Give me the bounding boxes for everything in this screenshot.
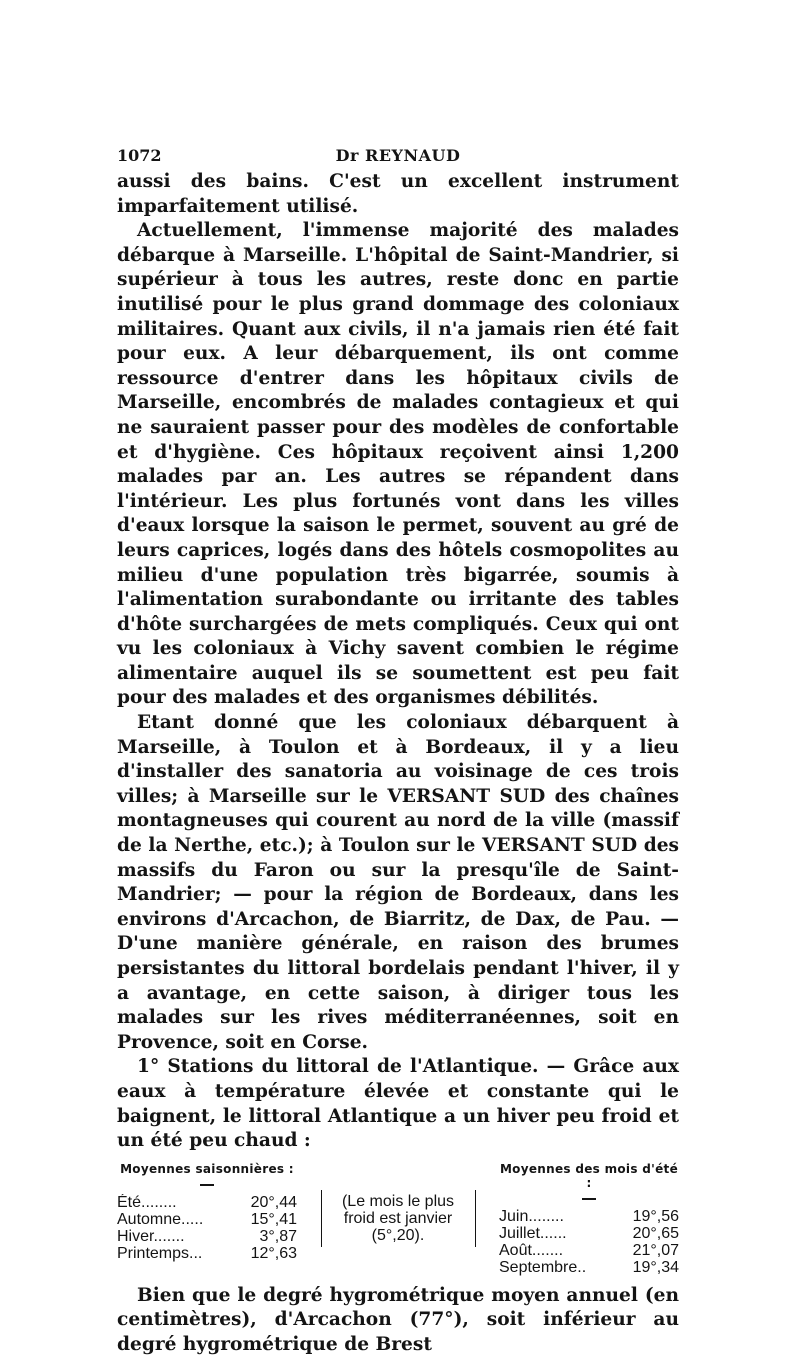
table-row	[499, 1259, 679, 1276]
page-number: 1072	[117, 146, 162, 165]
document-page	[117, 140, 679, 1358]
row-label: Septembre..	[499, 1258, 587, 1276]
row-label: Juin........	[499, 1207, 564, 1225]
row-value: 15°,41	[250, 1210, 297, 1228]
table-row	[117, 1245, 297, 1262]
row-value: 3°,87	[259, 1227, 297, 1245]
summer-table	[499, 1162, 679, 1276]
table-row	[499, 1225, 679, 1242]
table-row	[117, 1194, 297, 1211]
table-row	[499, 1208, 679, 1225]
row-value: 19°,34	[632, 1258, 679, 1276]
row-label: Hiver.......	[117, 1227, 185, 1245]
temperature-tables	[117, 1162, 679, 1276]
row-label: Août.......	[499, 1241, 564, 1259]
row-label: Été........	[117, 1193, 177, 1211]
summer-table-title: Moyennes des mois d'été :	[499, 1161, 679, 1190]
row-value: 20°,44	[250, 1193, 297, 1211]
paragraph-5: Bien que le degré hygrométrique moyen annuel (en centimètres), d'Arcachon (77°), soit inférieur au degré hygrométrique de Brest	[117, 1284, 679, 1355]
seasonal-table	[117, 1162, 297, 1262]
table-row	[117, 1228, 297, 1245]
row-value: 19°,56	[632, 1207, 679, 1225]
coldest-month-note: (Le mois le plus froid est janvier (5°,20).	[321, 1190, 476, 1247]
paragraph-4: 1° Stations du littoral de l'Atlantique. — Grâce aux eaux à température élevée et constante qui le baignent, le littoral Atlantique a un hiver peu froid et un été peu chaud :	[117, 1056, 679, 1152]
row-label: Printemps...	[117, 1244, 203, 1262]
divider	[582, 1198, 596, 1200]
paragraph-2: Actuellement, l'immense majorité des malades débarque à Marseille. L'hôpital de Saint-Mandrier, si supérieur à tous les autres, reste donc en partie inutilisé pour le plus grand dommage des coloniaux militaires. Quant aux civils, il n'a jamais rien été fait pour eux. A leur débarquement, ils ont comme ressource d'entrer dans les hôpitaux civils de Marseille, encombrés de malades contagieux et qui ne sauraient passer pour des modèles de confortable et d'hygiène. Ces hôpitaux reçoivent ainsi 1,200 malades par an. Les autres se répandent dans l'intérieur. Les plus fortunés vont dans les villes d'eaux lorsque la saison le permet, souvent au gré de leurs caprices, logés dans des hôtels cosmopolites au milieu d'une population très bigarrée, soumis à l'alimentation surabondante ou irritante des tables d'hôte surchargées de mets compliqués. Ceux qui ont vu les coloniaux à Vichy savent combien le régime alimentaire auquel ils se soumettent est peu fait pour des malades et des organismes débilités.	[117, 220, 679, 709]
paragraph-1: aussi des bains. C'est un excellent instrument imparfaitement utilisé.	[117, 171, 679, 217]
row-label: Juillet......	[499, 1224, 567, 1242]
page-header	[117, 140, 679, 170]
table-row	[499, 1242, 679, 1259]
divider	[200, 1184, 214, 1186]
row-label: Automne.....	[117, 1210, 204, 1228]
row-value: 21°,07	[632, 1241, 679, 1259]
row-value: 20°,65	[632, 1224, 679, 1242]
row-value: 12°,63	[250, 1244, 297, 1262]
seasonal-table-title: Moyennes saisonnières :	[120, 1161, 294, 1176]
running-title: Dr REYNAUD	[335, 146, 461, 165]
paragraph-3: Etant donné que les coloniaux débarquent à Marseille, à Toulon et à Bordeaux, il y a lieu d'installer des sanatoria au voisinage de ces trois villes; à Marseille sur le VERSANT SUD des chaînes montagneuses qui courent au nord de la ville (massif de la Nerthe, etc.); à Toulon sur le VERSANT SUD des massifs du Faron ou sur la presqu'île de Saint-Mandrier; — pour la région de Bordeaux, dans les environs d'Arcachon, de Biarritz, de Dax, de Pau. — D'une manière générale, en raison des brumes persistantes du littoral bordelais pendant l'hiver, il y a avantage, en cette saison, à diriger tous les malades sur les rives méditerranéennes, soit en Provence, soit en Corse.	[117, 712, 679, 1053]
table-row	[117, 1211, 297, 1228]
